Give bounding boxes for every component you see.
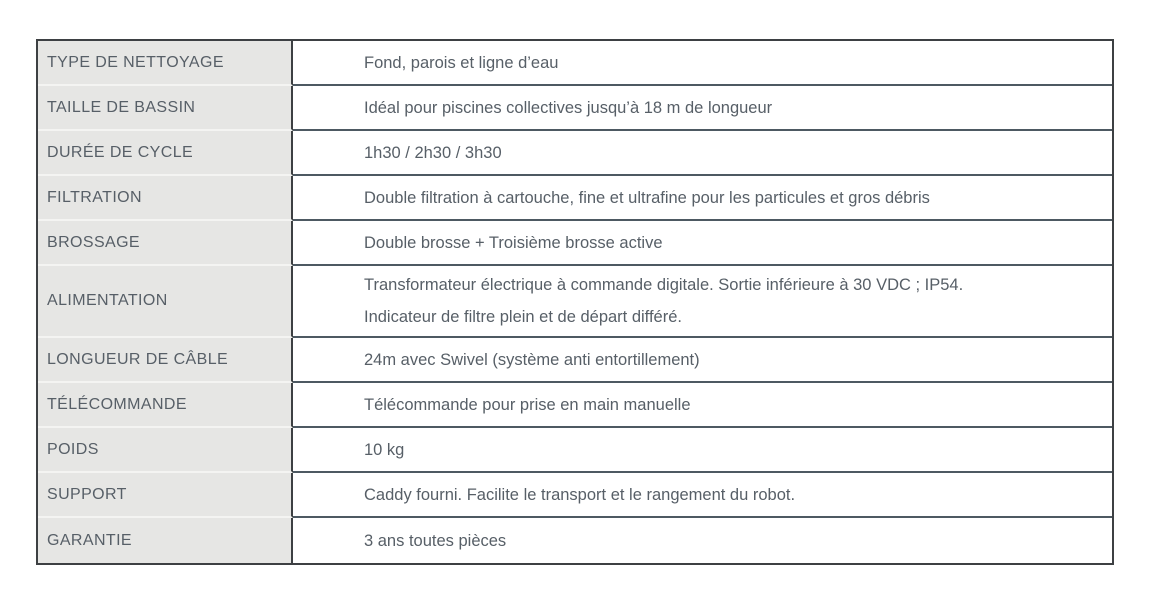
table-row [38,383,1112,428]
row-label-telecommande: TÉLÉCOMMANDE [38,383,293,428]
row-value-alimentation-line1: Transformateur électrique à commande digitale. Sortie inférieure à 30 VDC ; IP54. [364,276,964,294]
row-value-filtration: Double filtration à cartouche, fine et ultrafine pour les particules et gros débris [364,188,930,207]
row-value-support: Caddy fourni. Facilite le transport et le rangement du robot. [364,485,796,504]
row-label-duree-de-cycle: DURÉE DE CYCLE [38,131,293,176]
row-value-brossage: Double brosse + Troisième brosse active [364,233,663,252]
table-row [38,41,1112,86]
row-value-alimentation-line2: Indicateur de filtre plein et de départ différé. [364,308,682,326]
table-row [38,428,1112,473]
spec-table [36,39,1114,565]
row-value-poids: 10 kg [364,440,405,459]
table-row [38,266,1112,338]
row-value-type-de-nettoyage: Fond, parois et ligne d’eau [364,53,559,72]
row-value-garantie: 3 ans toutes pièces [364,531,507,550]
row-label-filtration: FILTRATION [38,176,293,221]
table-row [38,131,1112,176]
row-label-brossage: BROSSAGE [38,221,293,266]
table-row [38,176,1112,221]
row-label-garantie: GARANTIE [38,518,293,563]
row-label-alimentation: ALIMENTATION [38,266,293,338]
row-value-longueur-de-cable: 24m avec Swivel (système anti entortillement) [364,350,700,369]
table-row [38,86,1112,131]
row-label-taille-de-bassin: TAILLE DE BASSIN [38,86,293,131]
table-row [38,473,1112,518]
row-value-telecommande: Télécommande pour prise en main manuelle [364,395,691,414]
row-label-support: SUPPORT [38,473,293,518]
row-value-taille-de-bassin: Idéal pour piscines collectives jusqu’à 18 m de longueur [364,98,773,117]
table-row [38,338,1112,383]
row-label-poids: POIDS [38,428,293,473]
row-value-duree-de-cycle: 1h30 / 2h30 / 3h30 [364,143,502,162]
table-row [38,221,1112,266]
table-row [38,518,1112,563]
row-label-longueur-de-cable: LONGUEUR DE CÂBLE [38,338,293,383]
row-label-type-de-nettoyage: TYPE DE NETTOYAGE [38,41,293,86]
